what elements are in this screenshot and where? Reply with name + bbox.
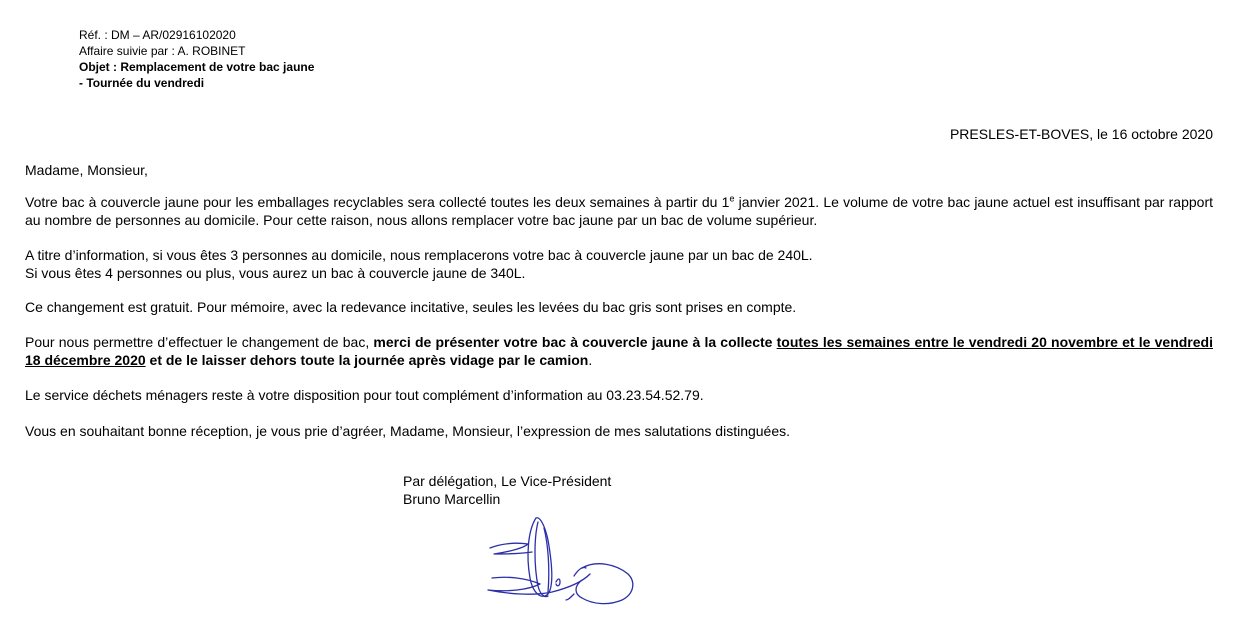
paragraph-text: . [588, 352, 593, 368]
paragraph-collection-change [25, 193, 1213, 229]
place-and-date: PRESLES-ET-BOVES, le 16 octobre 2020 [949, 126, 1213, 142]
paragraph-text: Votre bac à couvercle jaune pour les emballages recyclables sera collecté toutes les deux semaines à partir du 1 [25, 194, 730, 210]
paragraph-text: Pour nous permettre d’effectuer le changement de bac, [25, 334, 374, 350]
paragraph-line: A titre d’information, si vous êtes 3 personnes au domicile, nous remplacerons votre bac à couvercle jaune par un bac de 240L. [25, 247, 813, 263]
underlined-dates: toutes les semaines entre le vendredi 20 novembre et le vendredi 18 décembre 2020 [25, 334, 1213, 368]
letter-header [79, 27, 314, 91]
bold-instruction: et de le laisser dehors toute la journée après vidage par le camion [145, 352, 589, 368]
subject: Objet : Remplacement de votre bac jaune [79, 60, 315, 74]
handwritten-signature [478, 508, 643, 608]
paragraph-line: Si vous êtes 4 personnes ou plus, vous aurez un bac à couvercle jaune de 340L. [25, 265, 526, 281]
subject-subline: - Tournée du vendredi [79, 76, 205, 90]
bold-instruction: merci de présenter votre bac à couvercle jaune à la collecte [373, 334, 777, 350]
signature-block [403, 472, 611, 508]
paragraph-closing: Vous en souhaitant bonne réception, je vous prie d’agréer, Madame, Monsieur, l’expression de mes salutations distinguées. [25, 423, 791, 439]
signature-ink [488, 518, 633, 604]
paragraph-text: janvier 2021. Le volume de votre bac jaune actuel est insuffisant par rapport au nombre de personnes au domicile. Pour cette raison, nous allons remplacer votre bac jaune par un bac de volume supérieur. [25, 194, 1213, 228]
paragraph-free-change: Ce changement est gratuit. Pour mémoire, avec la redevance incitative, seules les levées du bac gris sont prises en compte. [25, 299, 797, 315]
signatory-name: Bruno Marcellin [403, 491, 501, 507]
paragraph-instructions [25, 333, 1213, 369]
signatory-title: Par délégation, Le Vice-Président [403, 473, 612, 489]
paragraph-contact: Le service déchets ménagers reste à votre disposition pour tout complément d’information au 03.23.54.52.79. [25, 387, 704, 403]
superscript: e [729, 193, 735, 204]
paragraph-volume-info [25, 246, 1213, 282]
case-handler: Affaire suivie par : A. ROBINET [79, 44, 246, 58]
salutation: Madame, Monsieur, [25, 162, 148, 178]
reference: Réf. : DM – AR/02916102020 [79, 28, 236, 42]
